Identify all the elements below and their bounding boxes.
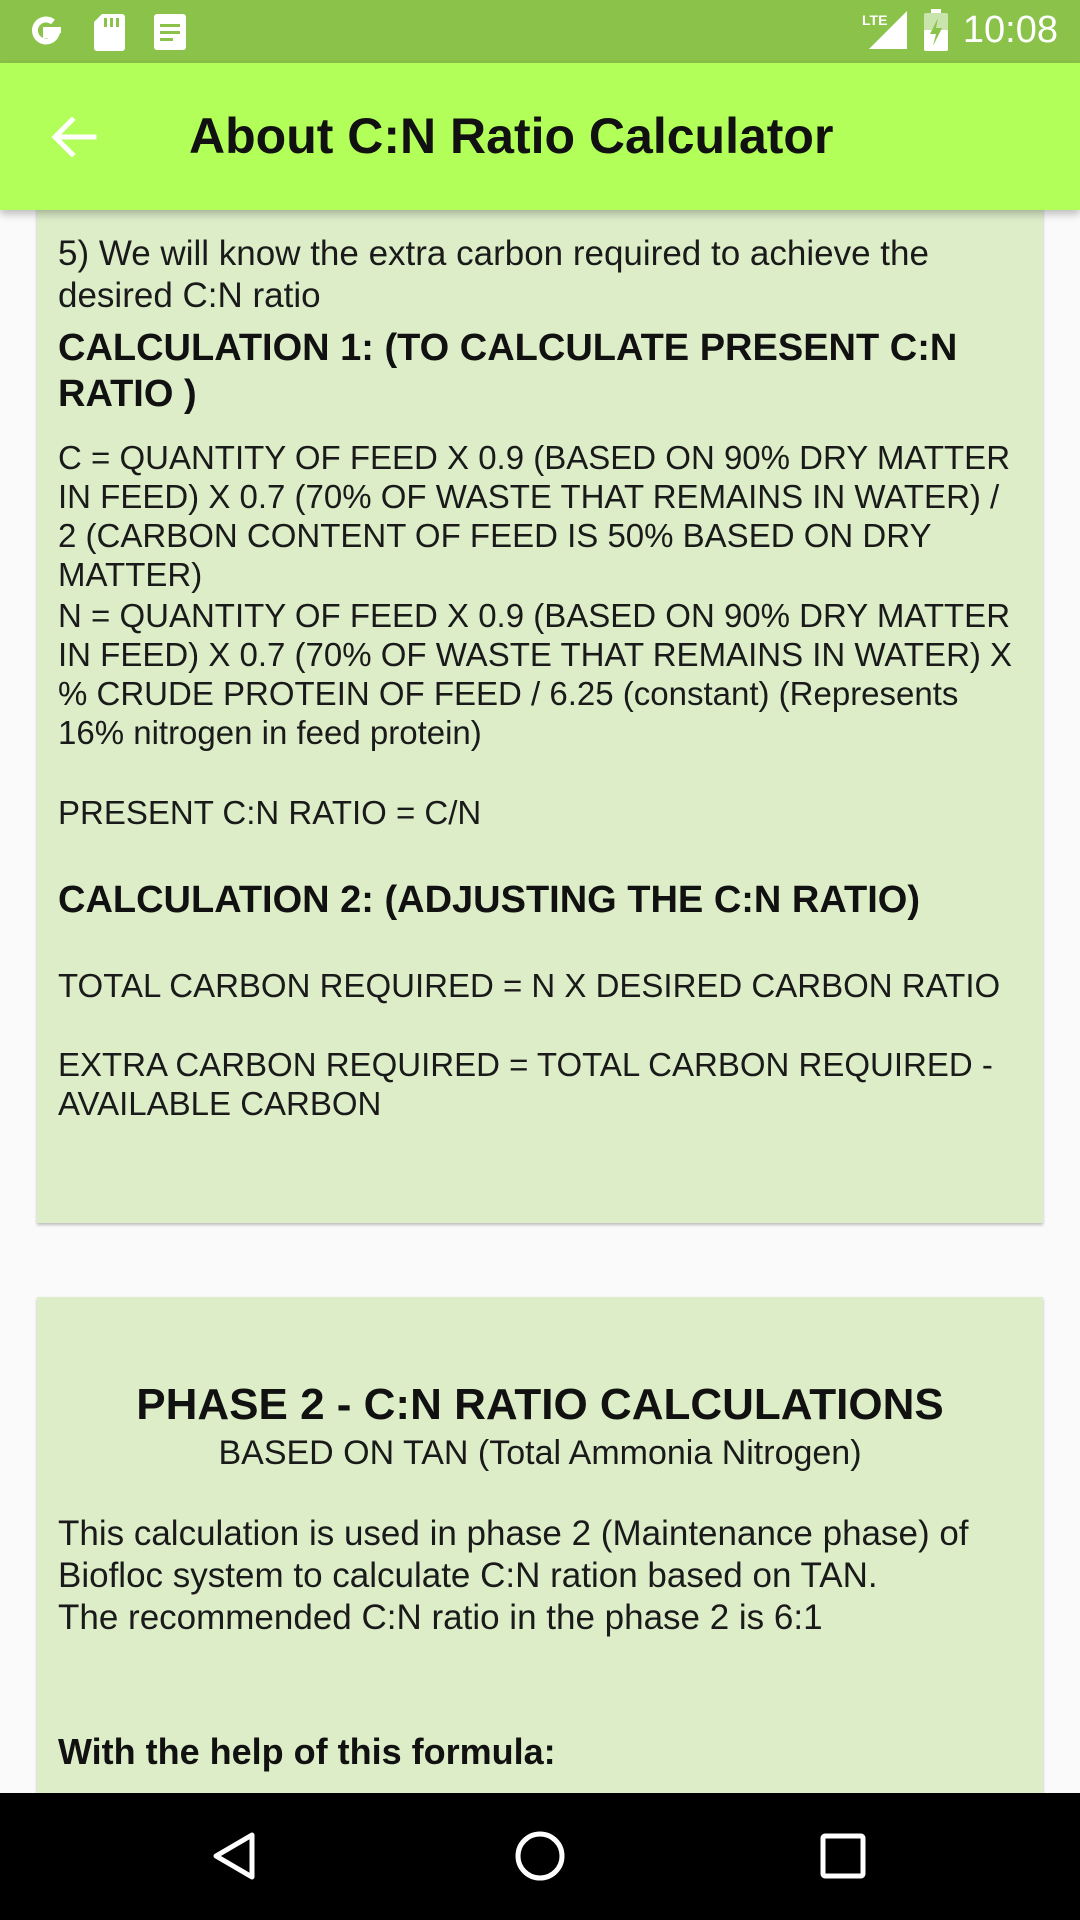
- calculation-2-heading: CALCULATION 2: (ADJUSTING THE C:N RATIO): [58, 879, 920, 921]
- page-title: About C:N Ratio Calculator: [189, 108, 834, 164]
- google-icon: [26, 12, 66, 52]
- status-bar: [0, 0, 1080, 63]
- nitrogen-formula-text: N = QUANTITY OF FEED X 0.9 (BASED ON 90% DRY MATTER IN FEED) X 0.7 (70% OF WASTE THAT REMAINS IN WATER) X % CRUDE PROTEIN OF FEED / 6.25 (constant) (Represents 16% nitrogen in feed protein): [58, 597, 1013, 751]
- nav-home-button[interactable]: [505, 1821, 575, 1891]
- navigation-bar: [0, 1793, 1080, 1920]
- status-time: 10:08: [962, 8, 1058, 51]
- svg-text:LTE: LTE: [861, 12, 888, 28]
- recents-square-icon: [808, 1821, 878, 1891]
- calculation-1-heading: CALCULATION 1: (TO CALCULATE PRESENT C:N RATIO ): [58, 327, 958, 415]
- arrow-back-icon: [46, 109, 102, 165]
- back-button[interactable]: [46, 109, 102, 165]
- nav-back-button[interactable]: [200, 1821, 270, 1891]
- calculation-card-phase-2: [37, 1297, 1043, 1793]
- phase-2-description: This calculation is used in phase 2 (Maintenance phase) of Biofloc system to calculate C:N ration based on TAN.: [58, 1514, 969, 1595]
- content-scroll-area[interactable]: [0, 210, 1080, 1793]
- total-carbon-text: TOTAL CARBON REQUIRED = N X DESIRED CARBON RATIO: [58, 967, 1001, 1004]
- recommended-ratio-text: The recommended C:N ratio in the phase 2 is 6:1: [58, 1598, 823, 1637]
- carbon-formula-text: C = QUANTITY OF FEED X 0.9 (BASED ON 90% DRY MATTER IN FEED) X 0.7 (70% OF WASTE THAT REMAINS IN WATER) / 2 (CARBON CONTENT OF FEED IS 50% BASED ON DRY MATTER): [58, 439, 1011, 593]
- calculation-card-phase-1: [37, 210, 1043, 1223]
- extra-carbon-text: EXTRA CARBON REQUIRED = TOTAL CARBON REQUIRED - AVAILABLE CARBON: [58, 1046, 993, 1122]
- step-5-text: 5) We will know the extra carbon required to achieve the desired C:N ratio: [58, 234, 929, 315]
- formula-heading: With the help of this formula:: [58, 1731, 556, 1772]
- notes-icon: [152, 12, 188, 52]
- battery-charging-icon: [923, 8, 949, 52]
- nav-recents-button[interactable]: [808, 1821, 878, 1891]
- back-triangle-icon: [200, 1821, 270, 1891]
- app-bar: [0, 63, 1080, 210]
- lte-signal-icon: [861, 9, 909, 51]
- phase-2-subheading: BASED ON TAN (Total Ammonia Nitrogen): [218, 1434, 862, 1472]
- home-circle-icon: [505, 1821, 575, 1891]
- present-ratio-text: PRESENT C:N RATIO = C/N: [58, 794, 482, 831]
- phase-2-heading: PHASE 2 - C:N RATIO CALCULATIONS: [136, 1380, 944, 1429]
- sd-card-icon: [92, 12, 126, 52]
